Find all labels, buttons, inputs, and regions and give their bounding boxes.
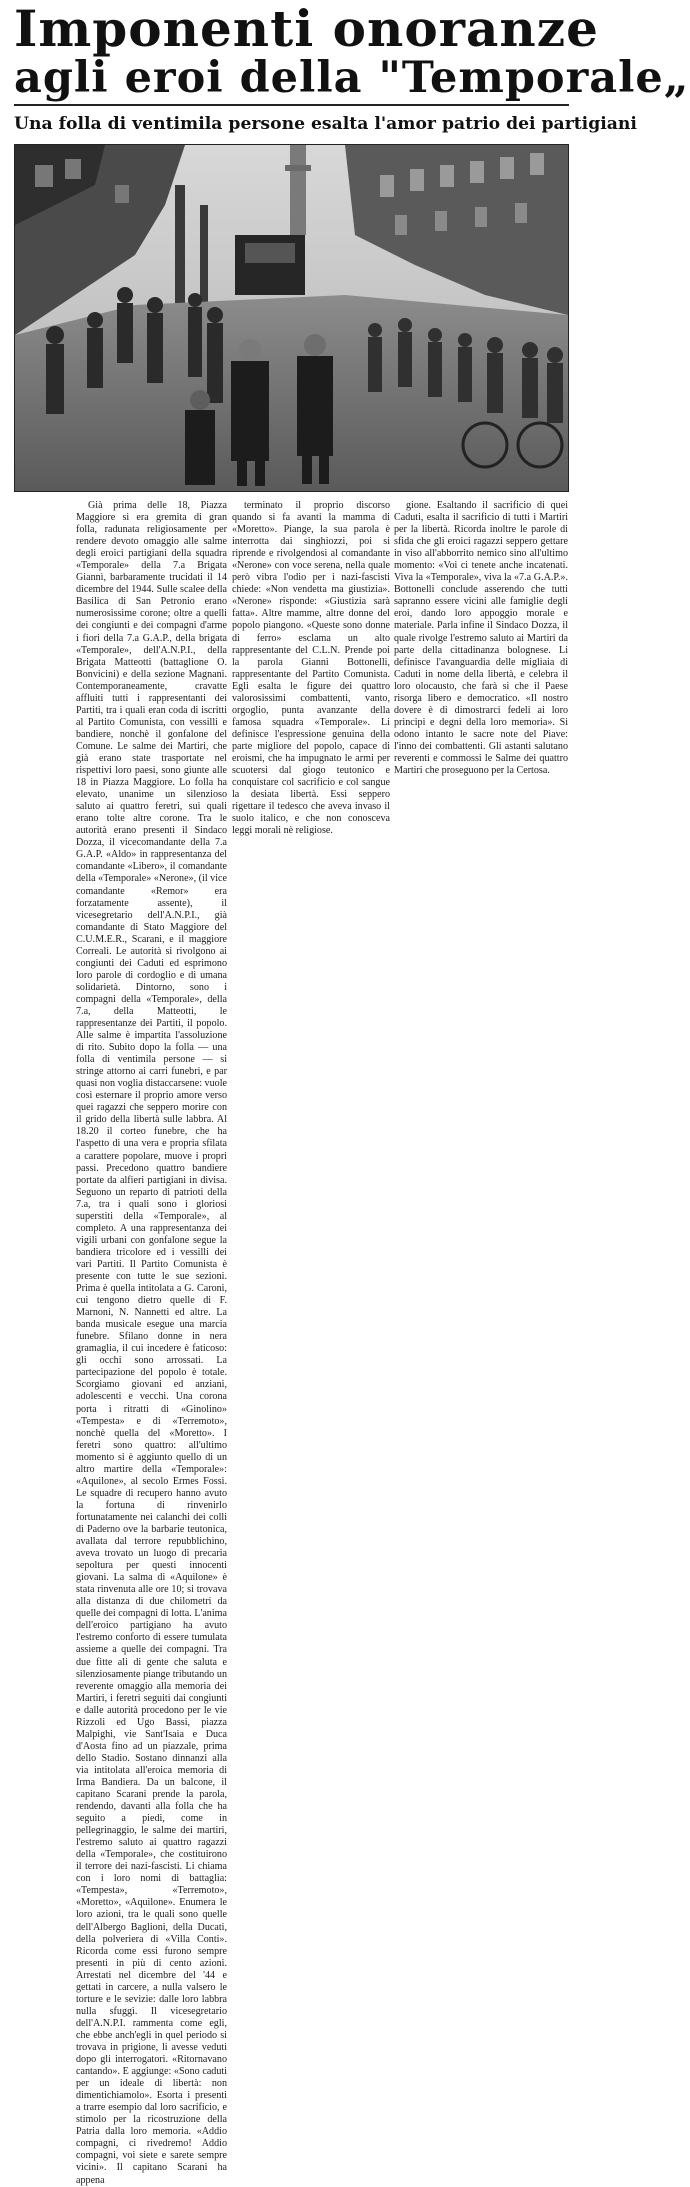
article-text: Già prima delle 18, Piazza Maggiore si era gremita di gran folla, radunata religiosamente per rendere devoto omaggio alle salme degli eroici partigiani della squadra «Temporale» della 7.a Brigata Giannì, barbaramente trucidati il 14 dicembre del 1944. Sulle scalee della Basilica di San Petronio erano numerosissime corone; oltre a quelli dei congiunti e dei compagni d'arme i fiori della 7.a G.A.P., della brigata «Temporale», dell'A.N.P.I., della Brigata Matteotti (battaglione O. Bonvicini) e della sezione Magnani. Contemporaneamente, cravatte affluiti tutti i rappresentanti dei Partiti, tra i quali eran coda di iscritti al Partito Comunista, con vessilli e bandiere, nonchè il gonfalone del Comune. Le salme dei Martiri, che già erano state trasportate nel rispettivi loro paesi, sono giunte alle 18 in Piazza Maggiore. Lo folla ha elevato, unanime un silenzioso saluto ai quattro feretri, sui quali erano tolte altre corone. Tra le autorità erano presenti il Sindaco Dozza, il vicecomandante della 7.a G.A.P. «Aldo» in rappresentanza del comandante «Libero», il comandante della «Temporale» «Nerone», (il vice comandante «Remor» era forzatamente assente), il vicesegretario dell'A.N.P.I., già comandante di Stato Maggiore del C.U.M.E.R., Scarani, e il maggiore Correali. Le autorità si rivolgono ai congiunti dei Caduti ed esprimono loro parole di cordoglio e di umana solidarietà. Dintorno, sono i compagni della «Temporale», della 7.a, della Matteotti, le rappresentanze dei Partiti, il popolo. Alle salme è impartita l'assoluzione di rito. Subito dopo la folla — una folla di ventimila persone — si stringe attorno ai carri funebri, e par quasi non voglia distaccarsene: vuole così esternare il proprio amore verso quei ragazzi che seppero morire con il grido della libertà sulle labbra. Al 18.20 il corteo funebre, che ha l'aspetto di una vera e propria sfilata a carattere popolare, muove i propri passi. Precedono quattro bandiere portate da alfieri partigiani in divisa. Seguono un reparto di patrioti della 7.a, tra i quali sono i gloriosi superstiti della «Temporale», al completo. A una rappresentanza dei vigili urbani con gonfalone segue la bandiera tricolore ed i vessilli dei vari Partiti. Il Partito Comunista è presente con tutte le sue sezioni. Prima è quella intitolata a G. Caroni, cui tengono dietro quelle di F. Marnoni, N. Nannetti ed altre. La banda musicale esegue una marcia funebre. Sfilano donne in nera gramaglia, il cui incedere è faticoso: gli occhi sono arrossati. La partecipazione del popolo è totale. Scorgiamo giovani ed anziani, adolescenti e vecchi. Una corona porta i ritratti di «Ginolino» «Tempesta» e di «Terremoto», nonchè quella del «Moretto». I feretri sono quattro: all'ultimo momento si è aggiunto quello di un altro martire della «Temporale»: «Aquilone», al secolo Ermes Fossi. Le squadre di recupero hanno avuto la fortuna di rinvenirlo fortunatamente nei calanchi dei colli di Paderno ove la barbarie teutonica, avallata dal terrore repubblichino, aveva trovato un luogo di precaria sepoltura per questi innocenti giovani. La salma di «Aquilone» è stata rinvenuta alle ore 10; si trovava alla distanza di due chilometri da quelle dei compagni di lotta. L'anima dell'eroico partigiano ha avuto l'estremo conforto di essere tumulata assieme a quelle dei compagni. Tra due fitte ali di gente che saluta e silenziosamente piange tributando un reverente omaggio alla memoria dei Martiri, i feretri seguiti dai congiunti e dalle autorità procedono per le vie Rizzoli ed Ugo Bassi, piazza Malpighi, vie Sant'Isaia e Duca d'Aosta fino ad un piazzale, prima dello Stadio. Sostano dinnanzi alla via intitolata all'eroica memoria di Irma Bandiera. Da un balcone, il capitano Scarani prende la parola, rendendo, davanti alla folla che ha seguito a piedi, come in pellegrinaggio, le salme dei martiri, l'estremo saluto ai quattro ragazzi della «Temporale», che costituirono il terrore dei nazi-fascisti. Li chiama con i loro nomi di battaglia: «Tempesta», «Terremoto», «Moretto», «Aquilone». Enumera le loro azioni, tra le quali sono quelle dell'Albergo Baglioni, della Ducati, della polveriera di «Villa Conti». Ricorda come essi furono sempre presenti in più di cento azioni. Arrestati nel dicembre del '44 e gettati in carcere, a nulla valsero le torture e le sevizie: dalle loro labbra nulla sfuggì. Il vicesegretario dell'A.N.P.I. rammenta come egli, che ebbe anch'egli in quel periodo si trovava in prigione, li avesse veduti dopo gli interrogatori. «Ritornavano cantando». E aggiunge: «Sono caduti per un ideale di libertà: non dimentichiamolo». Esorta i presenti a trarre esempio dal loro sacrificio, e stimolo per la ricostruzione della Patria dalla loro memoria. «Addio compagni, ci rivedremo! Addio compagni, voi siete e sarete sempre vicini». Il capitano Scarani ha appena xyxy=(76,500,227,2186)
article-column-1 xyxy=(76,500,227,2186)
article-column-3 xyxy=(394,500,568,920)
headline-line-2: agli eroi della "Temporale„ xyxy=(14,53,690,103)
article-text: gione. Esaltando il sacrificio di quei Caduti, esalta il sacrificio di tutti i Martiri per la libertà. Ricorda inoltre le parole di sfida che gli eroici ragazzi seppero gettare in viso all'abborrito nemico sino all'ultimo momento: «Voi ci tenete anche incatenati. Viva la «Temporale», viva la «7.a G.A.P.». Bottonelli conclude asserendo che tutti sapranno essere vicini alle famiglie degli eroi, dando loro appoggio morale e materiale. Parla infine il Sindaco Dozza, il quale rivolge l'estremo saluto ai Martiri da parte della cittadinanza bolognese. Li definisce l'avanguardia delle migliaia di Caduti in nome della libertà, e celebra il loro olocausto, che farà si che il Paese risorga libero e democratico. «Il nostro dovere è di dimostrarci fedeli ai loro principi e degni della loro memoria». Si odono intanto le sacre note del Piave: l'inno dei combattenti. Gli astanti salutano reverenti e commossi le Salme dei quattro Martiri che proseguono per la Certosa. xyxy=(394,500,568,777)
headline-line-1: Imponenti onoranze xyxy=(14,0,599,58)
article-text: terminato il proprio discorso quando si fa avanti la mamma di «Moretto». Piange, la sua parola è interrotta dai singhiozzi, poi si riprende e rivolgendosi al comandante «Nerone» con voce serena, nella quale però vibra l'odio per i nazi-fascisti chiede: «Non vendetta ma giustizia». «Nerone» risponde: «Giustizia sarà fatta». Altre mamme, altre donne del popolo piangono. «Queste sono donne di ferro» esclama un alto rappresentante del C.L.N. Prende poi la parola Gianni Bottonelli, rappresentante del Partito Comunista. Egli esalta le figure dei quattro valorosissimi combattenti, vanto, orgoglio, punta avanzante della famosa squadra «Temporale». Li definisce l'espressione genuina della parte migliore del popolo, capace di eroismi, che ha impugnato le armi per scuotersi dal giogo teutonico e conquistare col sacrificio e col sangue la desiata libertà. Essi seppero rigettare il tedesco che aveva invaso il suolo italico, e che non conosceva leggi morali nè religiose. xyxy=(232,500,390,837)
headline-rule xyxy=(14,104,569,106)
funeral-procession-photo xyxy=(14,144,569,492)
photo-illustration xyxy=(15,145,568,491)
article-column-2 xyxy=(232,500,390,920)
subheadline: Una folla di ventimila persone esalta l'amor patrio dei partigiani xyxy=(14,114,637,134)
